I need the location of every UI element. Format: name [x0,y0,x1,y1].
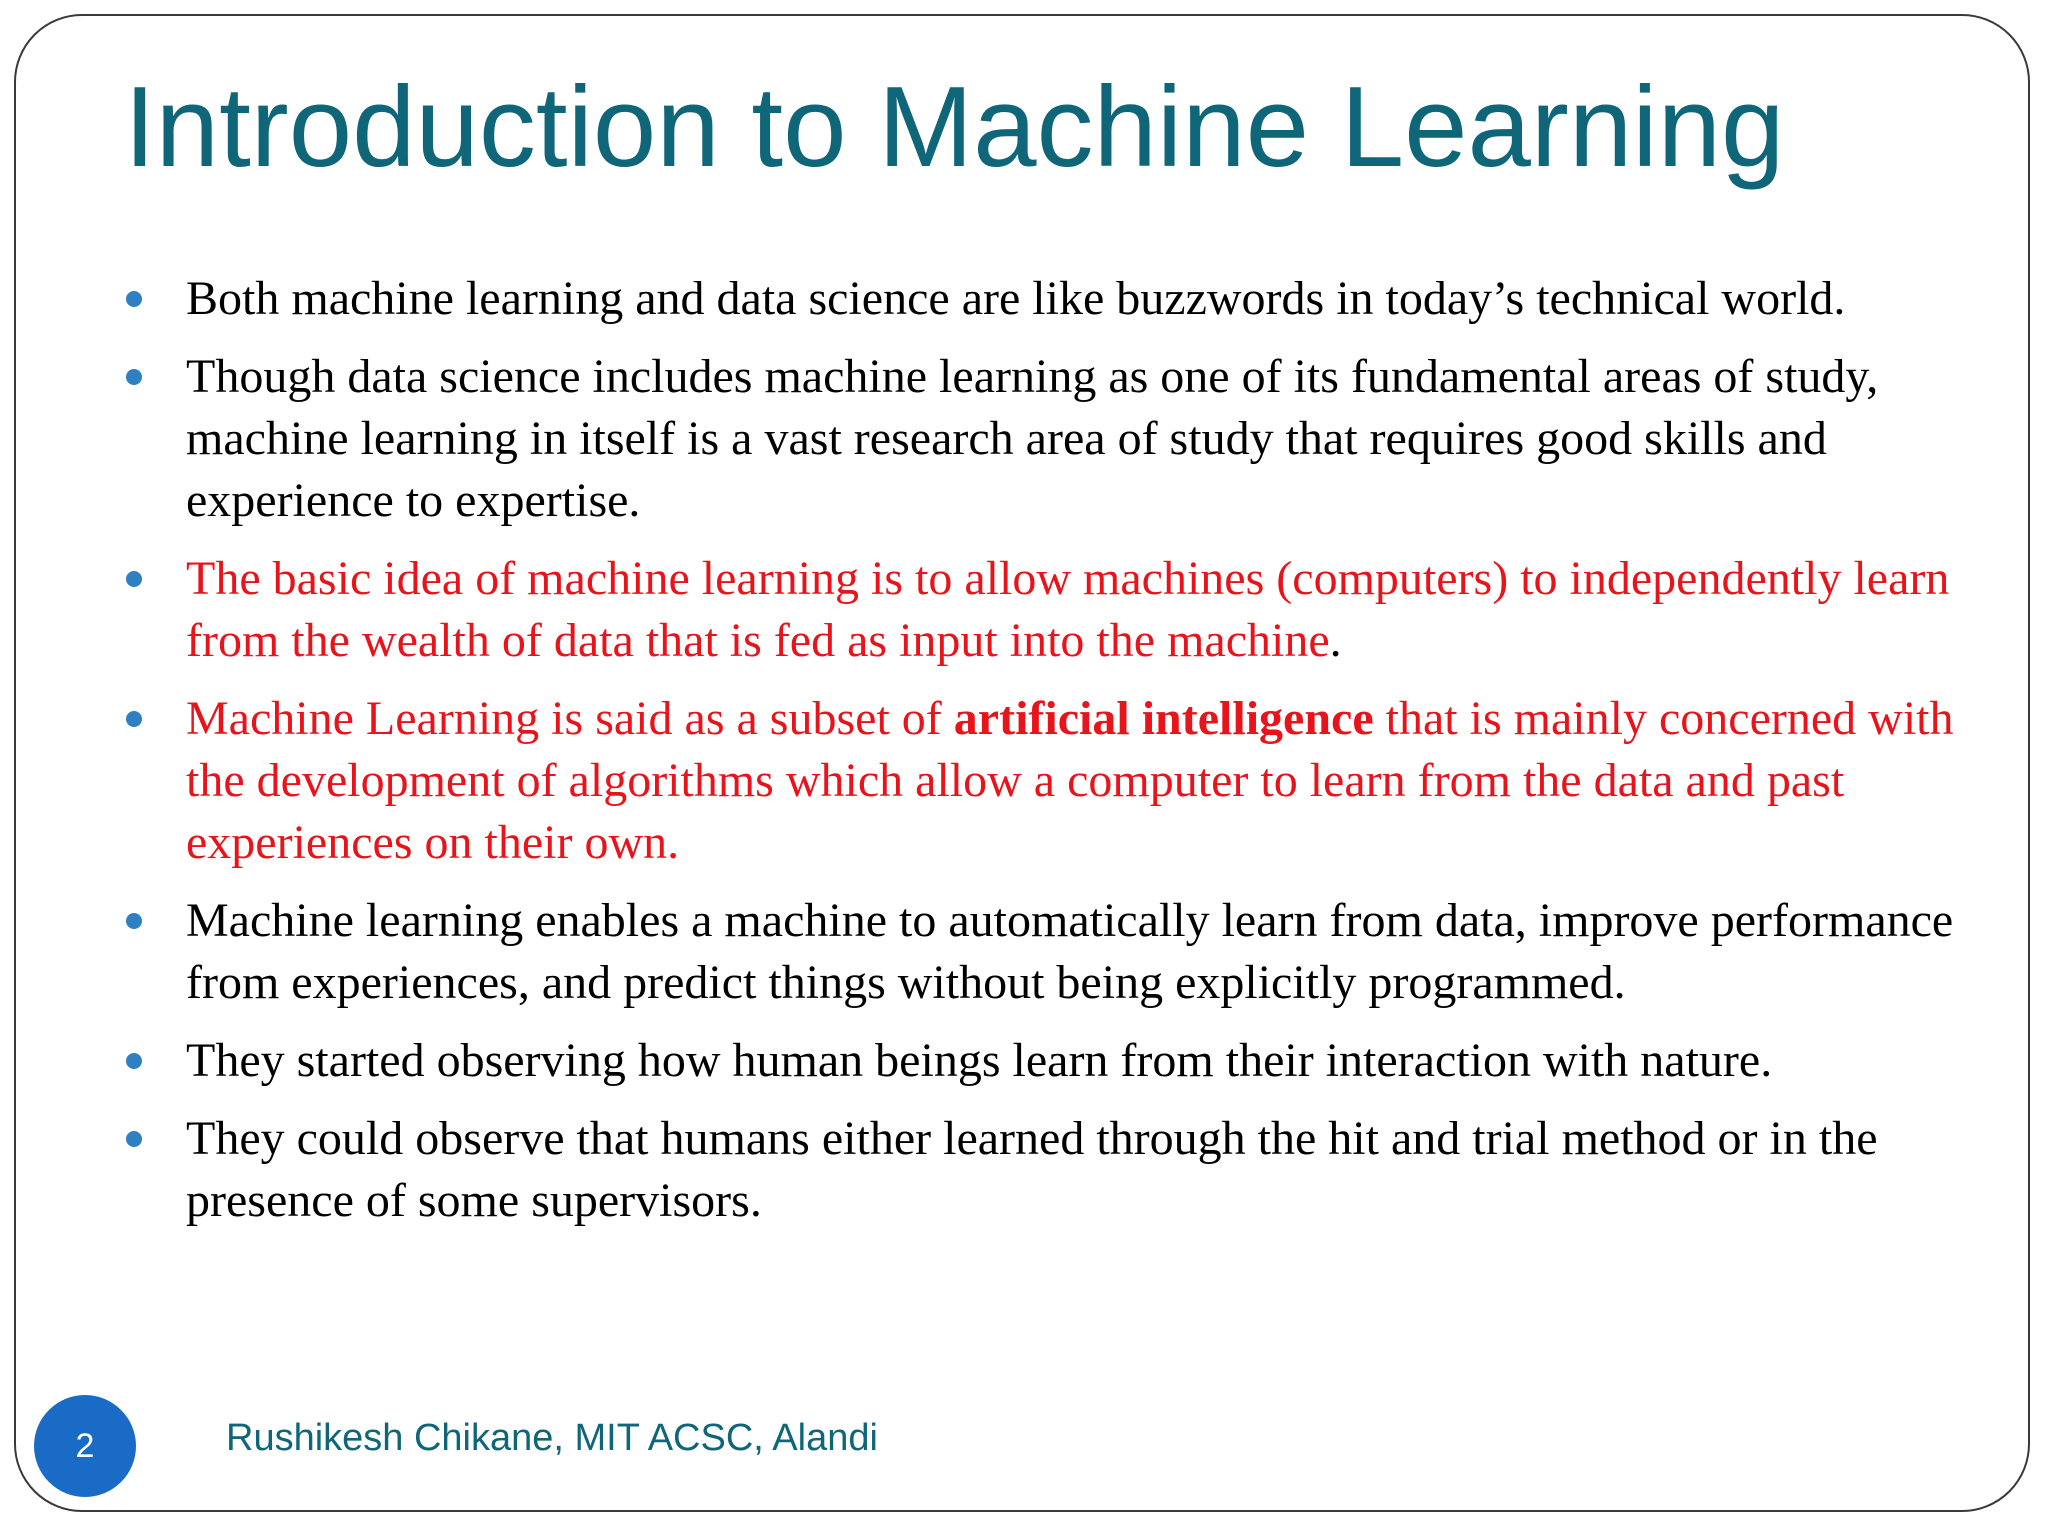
bullet-item [124,268,1954,330]
bullet-text-emphasis: artificial intelligence [953,692,1374,745]
bullet-dot-icon [126,1131,142,1147]
bullet-item [124,688,1954,874]
bullet-dot-icon [126,1053,142,1069]
bullet-dot-icon [126,369,142,385]
bullet-text: Though data science includes machine learning as one of its fundamental areas of study, machine learning in itself is a vast research area of study that requires good skills and experience to expertise. [186,350,1879,527]
bullet-text: They could observe that humans either learned through the hit and trial method or in the presence of some supervisors. [186,1112,1878,1227]
bullet-item [124,890,1954,1014]
footer-author: Rushikesh Chikane, MIT ACSC, Alandi [226,1417,878,1459]
slide-number-badge: 2 [34,1395,136,1497]
bullet-dot-icon [126,571,142,587]
bullet-text-highlight: The basic idea of machine learning is to allow machines (computers) to independently learn from the wealth of data that is fed as input into the machine [186,552,1950,667]
bullet-dot-icon [126,291,142,307]
bullet-text: They started observing how human beings learn from their interaction with nature. [186,1034,1773,1087]
bullet-text-highlight: Machine Learning is said as a subset of [186,692,954,745]
bullet-text: Machine learning enables a machine to automatically learn from data, improve performance from experiences, and predict things without being explicitly programmed. [186,894,1954,1009]
bullet-dot-icon [126,711,142,727]
bullet-item [124,548,1954,672]
bullet-dot-icon [126,913,142,929]
bullet-text-highlight: that is mainly concerned with the development of algorithms which allow a computer to learn from the data and past experiences on their own. [186,692,1954,869]
bullet-item [124,346,1954,532]
bullet-text-end: . [1329,614,1342,667]
bullet-list [124,268,1954,1248]
slide-title: Introduction to Machine Learning [124,64,1785,191]
bullet-item [124,1108,1954,1232]
bullet-text: Both machine learning and data science are like buzzwords in today’s technical world. [186,272,1846,325]
bullet-item [124,1030,1954,1092]
